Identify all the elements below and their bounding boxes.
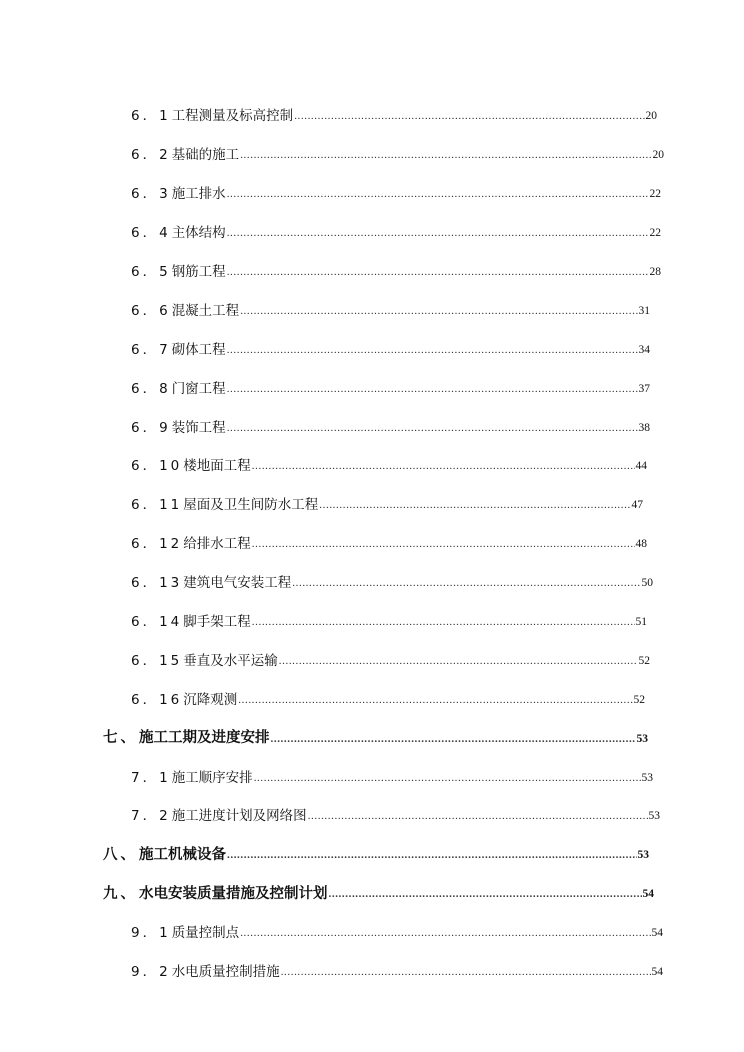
toc-page-number: 54: [651, 966, 663, 979]
toc-entry-number: 6．4: [131, 225, 171, 242]
toc-entry-title: 钢筋工程: [171, 264, 226, 280]
toc-page-number: 37: [638, 382, 650, 395]
toc-page-number: 54: [642, 888, 654, 901]
toc-leader-dots: [271, 733, 636, 745]
toc-leader-dots: [292, 577, 640, 589]
toc-entry-label: [131, 260, 226, 280]
toc-leader-dots: [308, 810, 648, 822]
toc-entry-title: 装饰工程: [171, 419, 226, 436]
toc-page-number: 47: [631, 499, 643, 512]
toc-entry-number: 6．14: [131, 614, 183, 631]
toc-entry-title: 主体结构: [171, 225, 226, 242]
toc-entry-title: 水电质量控制措施: [171, 964, 280, 981]
toc-entry-label: [103, 882, 328, 903]
toc-page-number: 50: [641, 577, 653, 590]
toc-entry-number: 6．8: [131, 380, 171, 397]
toc-leader-dots: [254, 772, 641, 784]
toc-leader-dots: [240, 305, 637, 317]
toc-entry-label: [131, 104, 293, 124]
toc-page-number: 20: [645, 110, 657, 123]
toc-entry-title: 基础的施工: [171, 147, 240, 164]
toc-entry-label: [131, 532, 251, 552]
toc-entry-number: 6．11: [131, 497, 183, 514]
toc-page-number: 52: [633, 693, 645, 706]
toc-page-number: 52: [638, 654, 650, 667]
toc-entry-title: 施工排水: [171, 186, 226, 203]
toc-entry-number: 6．6: [131, 302, 171, 319]
toc-entry-label: [131, 571, 291, 591]
toc-page-number: 48: [635, 538, 647, 551]
toc-entry-label: [131, 182, 226, 202]
toc-entry-label: [131, 338, 226, 358]
toc-entry-number: 9．2: [131, 964, 171, 981]
toc-leader-dots: [329, 888, 642, 900]
toc-chapter-entry[interactable]: [0, 717, 648, 756]
toc-entry-number: 6．10: [131, 458, 183, 475]
toc-page-number: 34: [638, 343, 650, 356]
toc-entry-title: 脚手架工程: [183, 614, 251, 631]
toc-entry-label: [131, 610, 251, 630]
toc-chapter-entry[interactable]: [0, 873, 654, 912]
toc-entry-title: 垂直及水平运输: [183, 652, 278, 669]
toc-entry-number: 6．9: [131, 419, 171, 436]
toc-entry-title: 施工工期及进度安排: [139, 730, 270, 747]
toc-entry-number: 7．2: [131, 808, 171, 825]
toc-section-entry[interactable]: [0, 795, 660, 834]
toc-section-entry[interactable]: [0, 251, 661, 290]
toc-entry-number: 八、: [103, 846, 138, 863]
toc-page-number: 51: [635, 616, 647, 629]
toc-leader-dots: [240, 149, 651, 161]
toc-section-entry[interactable]: [0, 678, 645, 717]
toc-section-entry[interactable]: [0, 912, 663, 951]
toc-leader-dots: [240, 927, 650, 939]
toc-page-number: 53: [641, 771, 653, 784]
toc-entry-title: 水电安装质量措施及控制计划: [139, 885, 328, 902]
toc-entry-title: 施工机械设备: [139, 846, 226, 863]
toc-entry-label: [131, 921, 239, 941]
toc-entry-title: 沉降观测: [183, 691, 238, 708]
toc-entry-label: [131, 804, 307, 824]
toc-entry-label: [103, 726, 270, 747]
toc-leader-dots: [319, 499, 630, 511]
toc-entry-label: [131, 454, 251, 474]
toc-leader-dots: [252, 460, 635, 472]
toc-entry-number: 6．3: [131, 186, 171, 203]
toc-leader-dots: [281, 966, 651, 978]
toc-section-entry[interactable]: [0, 639, 650, 678]
toc-entry-label: [131, 960, 280, 980]
toc-page-number: 22: [649, 188, 661, 201]
toc-entry-label: [131, 299, 239, 319]
toc-entry-title: 施工进度计划及网络图: [171, 808, 307, 825]
toc-section-entry[interactable]: [0, 523, 647, 562]
toc-entry-label: [131, 221, 226, 241]
toc-entry-number: 6．12: [131, 536, 183, 553]
toc-leader-dots: [227, 849, 637, 861]
toc-entry-title: 混凝土工程: [171, 302, 240, 319]
toc-section-entry[interactable]: [0, 134, 664, 173]
toc-entry-label: [131, 377, 226, 397]
toc-section-entry[interactable]: [0, 601, 647, 640]
toc-section-entry[interactable]: [0, 95, 657, 134]
toc-page-number: 20: [652, 149, 664, 162]
toc-entry-title: 工程测量及标高控制: [171, 108, 294, 125]
toc-entry-number: 6．1: [131, 108, 171, 125]
toc-page-number: 38: [638, 421, 650, 434]
toc-section-entry[interactable]: [0, 328, 650, 367]
table-of-contents: [0, 95, 744, 989]
toc-entry-label: [131, 766, 253, 786]
toc-page-number: 54: [651, 927, 663, 940]
toc-entry-number: 6．13: [131, 575, 183, 592]
toc-entry-label: [131, 143, 239, 163]
toc-entry-title: 门窗工程: [171, 380, 226, 397]
toc-section-entry[interactable]: [0, 951, 663, 990]
toc-chapter-entry[interactable]: [0, 834, 649, 873]
toc-entry-number: 七、: [103, 730, 138, 747]
toc-entry-number: 6．2: [131, 147, 171, 164]
toc-entry-number: 6．15: [131, 652, 183, 669]
toc-leader-dots: [227, 266, 649, 278]
toc-section-entry[interactable]: [0, 756, 653, 795]
toc-entry-title: 给排水工程: [183, 536, 251, 553]
toc-leader-dots: [252, 616, 635, 628]
toc-section-entry[interactable]: [0, 367, 650, 406]
toc-leader-dots: [227, 227, 649, 239]
toc-leader-dots: [279, 655, 638, 667]
toc-leader-dots: [227, 422, 638, 434]
toc-section-entry[interactable]: [0, 173, 661, 212]
toc-entry-label: [131, 416, 226, 436]
toc-entry-label: [131, 649, 278, 669]
toc-page-number: 53: [636, 732, 648, 745]
toc-page-number: 28: [649, 266, 661, 278]
toc-entry-label: [103, 843, 226, 864]
toc-section-entry[interactable]: [0, 289, 650, 328]
toc-leader-dots: [227, 188, 649, 200]
toc-section-entry[interactable]: [0, 445, 647, 484]
toc-page-number: 31: [638, 304, 650, 317]
toc-section-entry[interactable]: [0, 212, 661, 251]
toc-entry-number: 6．7: [131, 341, 171, 358]
toc-leader-dots: [227, 383, 638, 395]
toc-leader-dots: [252, 538, 635, 550]
toc-page-number: 53: [648, 810, 660, 823]
toc-page-number: 53: [637, 849, 649, 862]
toc-section-entry[interactable]: [0, 562, 653, 601]
toc-leader-dots: [238, 694, 632, 706]
toc-entry-label: [131, 493, 318, 513]
toc-entry-title: 屋面及卫生间防水工程: [183, 497, 319, 514]
toc-entry-title: 质量控制点: [171, 925, 240, 942]
toc-entry-number: 7．1: [131, 769, 171, 786]
toc-leader-dots: [294, 110, 644, 122]
toc-entry-title: 施工顺序安排: [171, 769, 253, 786]
toc-section-entry[interactable]: [0, 406, 650, 445]
toc-entry-title: 建筑电气安装工程: [183, 575, 292, 592]
toc-page-number: 22: [649, 227, 661, 240]
toc-page-number: 44: [635, 460, 647, 473]
toc-entry-title: 砌体工程: [171, 341, 226, 358]
toc-entry-title: 楼地面工程: [183, 458, 251, 475]
toc-entry-number: 9．1: [131, 925, 171, 942]
toc-entry-number: 6．5: [131, 264, 171, 280]
toc-entry-number: 6．16: [131, 691, 183, 708]
toc-leader-dots: [227, 344, 638, 356]
toc-entry-number: 九、: [103, 885, 138, 902]
toc-entry-label: [131, 688, 237, 708]
toc-section-entry[interactable]: [0, 484, 643, 523]
